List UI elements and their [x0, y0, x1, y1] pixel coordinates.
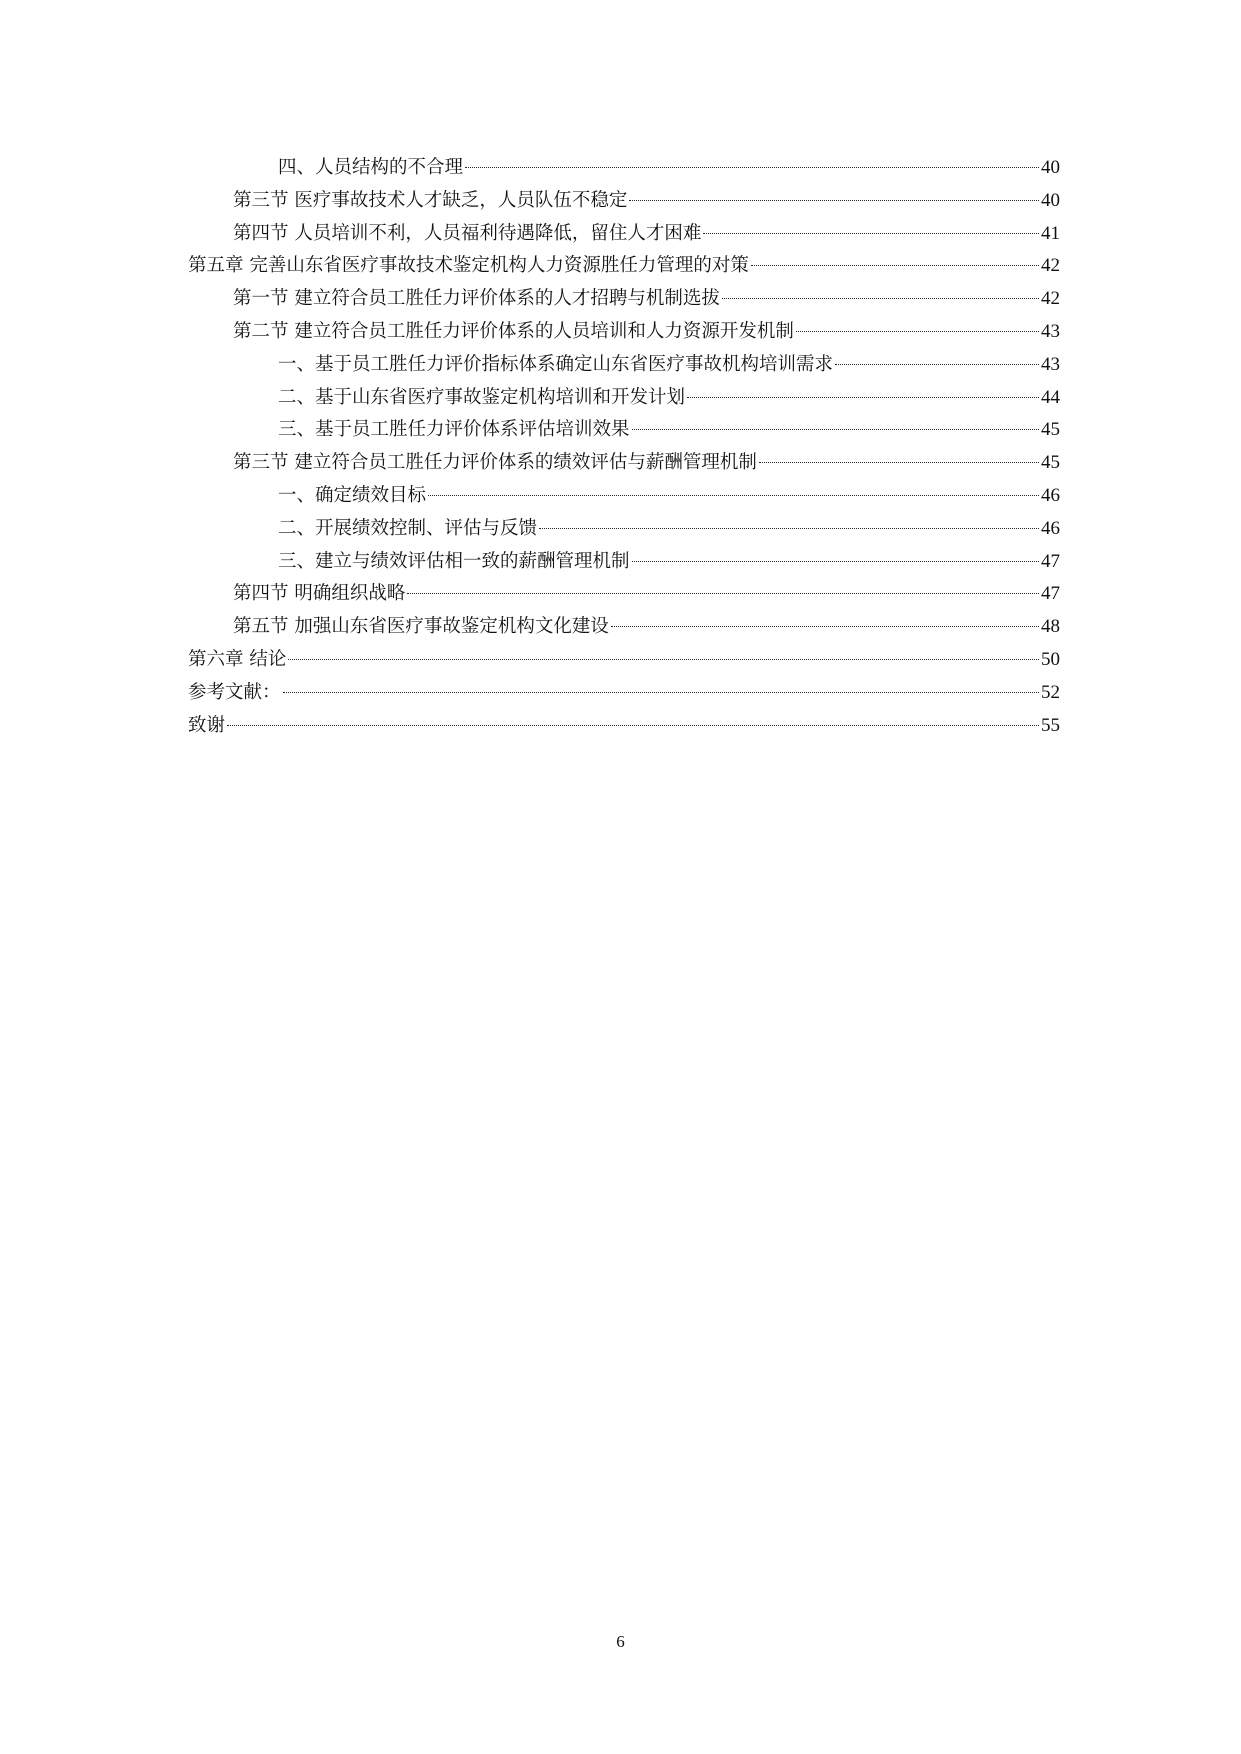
- toc-entry-page: 46: [1041, 517, 1060, 539]
- toc-dot-leader: [539, 528, 1039, 529]
- toc-entry-title: 第六章 结论: [188, 648, 287, 670]
- toc-entry[interactable]: [188, 513, 1060, 546]
- toc-entry[interactable]: [188, 578, 1060, 611]
- toc-dot-leader: [835, 364, 1039, 365]
- toc-entry-page: 43: [1041, 320, 1060, 342]
- toc-entry[interactable]: [188, 480, 1060, 513]
- toc-entry-title: 第三节 建立符合员工胜任力评价体系的绩效评估与薪酬管理机制: [233, 452, 757, 474]
- toc-entry[interactable]: [188, 185, 1060, 218]
- toc-entry-title: 致谢: [188, 714, 226, 736]
- toc-entry[interactable]: [188, 414, 1060, 447]
- table-of-contents: [188, 152, 1060, 742]
- toc-dot-leader: [632, 429, 1039, 430]
- toc-entry[interactable]: [188, 546, 1060, 579]
- toc-dot-leader: [227, 725, 1039, 726]
- toc-entry-page: 47: [1041, 550, 1060, 572]
- toc-entry-title: 第四节 人员培训不利，人员福利待遇降低，留住人才困难: [233, 222, 702, 244]
- toc-entry-title: 二、基于山东省医疗事故鉴定机构培训和开发计划: [278, 386, 686, 408]
- toc-entry-title: 二、开展绩效控制、评估与反馈: [278, 517, 538, 539]
- toc-entry[interactable]: [188, 152, 1060, 185]
- toc-entry-page: 48: [1041, 616, 1060, 638]
- toc-dot-leader: [751, 265, 1039, 266]
- toc-entry[interactable]: [188, 349, 1060, 382]
- toc-dot-leader: [428, 495, 1039, 496]
- toc-entry-page: 41: [1041, 222, 1060, 244]
- toc-entry-title: 三、基于员工胜任力评价体系评估培训效果: [278, 419, 630, 441]
- toc-entry-page: 42: [1041, 255, 1060, 277]
- toc-entry-title: 四、人员结构的不合理: [278, 157, 464, 178]
- toc-entry-title: 一、确定绩效目标: [278, 484, 427, 506]
- toc-dot-leader: [465, 167, 1039, 168]
- toc-entry-title: 第三节 医疗事故技术人才缺乏，人员队伍不稳定: [233, 189, 628, 211]
- toc-dot-leader: [632, 561, 1039, 562]
- toc-entry-page: 50: [1041, 648, 1060, 670]
- toc-dot-leader: [687, 397, 1039, 398]
- toc-entry-title: 第一节 建立符合员工胜任力评价体系的人才招聘与机制选拔: [233, 288, 720, 310]
- toc-entry-title: 一、基于员工胜任力评价指标体系确定山东省医疗事故机构培训需求: [278, 353, 834, 375]
- page-number: 6: [616, 1632, 625, 1651]
- toc-dot-leader: [407, 593, 1039, 594]
- toc-dot-leader: [796, 331, 1039, 332]
- toc-entry-title: 第四节 明确组织战略: [233, 583, 406, 605]
- toc-entry-page: 42: [1041, 288, 1060, 310]
- toc-entry[interactable]: [188, 283, 1060, 316]
- toc-entry[interactable]: [188, 644, 1060, 677]
- toc-entry-title: 参考文献：: [188, 681, 281, 703]
- toc-dot-leader: [722, 298, 1039, 299]
- toc-entry-title: 第五章 完善山东省医疗事故技术鉴定机构人力资源胜任力管理的对策: [188, 255, 749, 277]
- toc-entry-page: 52: [1041, 681, 1060, 703]
- toc-entry-page: 45: [1041, 419, 1060, 441]
- toc-entry-page: 55: [1041, 714, 1060, 736]
- toc-dot-leader: [759, 462, 1039, 463]
- toc-entry-title: 三、建立与绩效评估相一致的薪酬管理机制: [278, 550, 630, 572]
- toc-entry-page: 44: [1041, 386, 1060, 408]
- toc-entry[interactable]: [188, 250, 1060, 283]
- toc-entry-page: 45: [1041, 452, 1060, 474]
- toc-dot-leader: [629, 200, 1039, 201]
- toc-entry[interactable]: [188, 447, 1060, 480]
- toc-entry[interactable]: [188, 677, 1060, 710]
- toc-entry-page: 40: [1041, 189, 1060, 211]
- toc-dot-leader: [611, 626, 1039, 627]
- toc-entry[interactable]: [188, 382, 1060, 415]
- toc-dot-leader: [703, 233, 1039, 234]
- toc-entry-page: 43: [1041, 353, 1060, 375]
- toc-entry-page: 40: [1041, 157, 1060, 178]
- toc-dot-leader: [288, 659, 1039, 660]
- toc-dot-leader: [283, 692, 1039, 693]
- toc-entry[interactable]: [188, 316, 1060, 349]
- toc-entry-page: 46: [1041, 484, 1060, 506]
- toc-entry-page: 47: [1041, 583, 1060, 605]
- toc-entry[interactable]: [188, 218, 1060, 251]
- toc-entry-title: 第二节 建立符合员工胜任力评价体系的人员培训和人力资源开发机制: [233, 320, 794, 342]
- toc-entry[interactable]: [188, 710, 1060, 743]
- toc-entry[interactable]: [188, 611, 1060, 644]
- toc-entry-title: 第五节 加强山东省医疗事故鉴定机构文化建设: [233, 616, 609, 638]
